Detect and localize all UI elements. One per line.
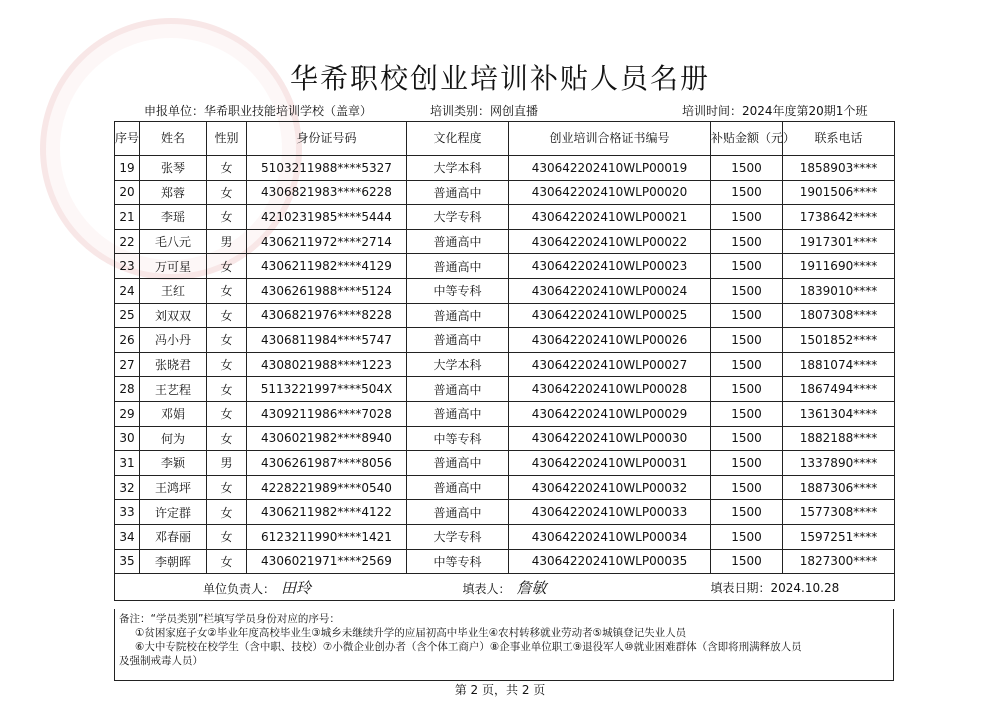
cell-edu: 普通高中 [407,254,509,279]
cell-name: 许定群 [140,500,207,525]
table-row [115,426,895,451]
cell-amount: 1500 [711,475,783,500]
cell-name: 王红 [140,278,207,303]
cell-amount: 1500 [711,328,783,353]
table-row [115,180,895,205]
cell-gender: 女 [207,205,247,230]
notes-line-4: 及强制戒毒人员） [119,655,203,667]
cell-name: 王鸿坪 [140,475,207,500]
cell-gender: 女 [207,180,247,205]
cell-cert: 430642202410WLP00026 [509,328,711,353]
page-footer: 第 2 页，共 2 页 [454,683,546,697]
cell-gender: 女 [207,549,247,574]
cell-edu: 普通高中 [407,328,509,353]
cell-phone: 1807308**** [783,303,895,328]
cell-edu: 普通高中 [407,229,509,254]
cell-cert: 430642202410WLP00033 [509,500,711,525]
cell-id: 4306821976****8228 [247,303,407,328]
cell-edu: 普通高中 [407,401,509,426]
cell-phone: 1887306**** [783,475,895,500]
cell-gender: 女 [207,377,247,402]
cell-amount: 1500 [711,451,783,476]
cell-cert: 430642202410WLP00024 [509,278,711,303]
cell-id: 4306211972****2714 [247,229,407,254]
unit-leader-cell [115,574,407,601]
header-phone: 联系电话 [783,122,895,156]
cell-no: 21 [115,205,140,230]
cell-edu: 中等专科 [407,426,509,451]
header-gender: 性别 [207,122,247,156]
cell-edu: 普通高中 [407,377,509,402]
applicant-unit: 申报单位：华希职业技能培训学校（盖章） [144,104,373,118]
cell-phone: 1738642**** [783,205,895,230]
cell-id: 4306211982****4129 [247,254,407,279]
fill-date: 填表日期：2024.10.28 [710,580,840,595]
cell-phone: 1827300**** [783,549,895,574]
cell-name: 李瑶 [140,205,207,230]
signature-row [115,574,895,601]
cell-no: 30 [115,426,140,451]
cell-name: 毛八元 [140,229,207,254]
cell-gender: 女 [207,500,247,525]
cell-no: 31 [115,451,140,476]
cell-amount: 1500 [711,500,783,525]
cell-name: 邓春丽 [140,524,207,549]
cell-gender: 女 [207,156,247,181]
cell-edu: 大学本科 [407,352,509,377]
cell-no: 22 [115,229,140,254]
cell-no: 26 [115,328,140,353]
cell-edu: 大学本科 [407,156,509,181]
header-id: 身份证号码 [247,122,407,156]
cell-no: 29 [115,401,140,426]
training-time: 培训时间：2024年度第20期1个班 [682,104,868,118]
table-row [115,475,895,500]
cell-no: 19 [115,156,140,181]
cell-phone: 1501852**** [783,328,895,353]
cell-amount: 1500 [711,524,783,549]
cell-edu: 普通高中 [407,500,509,525]
cell-gender: 女 [207,328,247,353]
cell-cert: 430642202410WLP00019 [509,156,711,181]
unit-leader-label: 单位负责人： [203,581,276,596]
cell-name: 邓娟 [140,401,207,426]
cell-no: 23 [115,254,140,279]
cell-no: 32 [115,475,140,500]
table-row [115,401,895,426]
cell-id: 4306811984****5747 [247,328,407,353]
cell-cert: 430642202410WLP00027 [509,352,711,377]
cell-id: 6123211990****1421 [247,524,407,549]
cell-name: 李颖 [140,451,207,476]
table-row [115,377,895,402]
header-amount: 补贴金额（元） [711,122,783,156]
cell-edu: 中等专科 [407,278,509,303]
notes-line-3: ⑥大中专院校在校学生（含中职、技校）⑦小微企业创办者（含个体工商户）⑧企事业单位职工⑨退役军人⑩就业困难群体（含即将刑满释放人员 [135,641,802,653]
cell-no: 33 [115,500,140,525]
cell-id: 4306211982****4122 [247,500,407,525]
cell-cert: 430642202410WLP00021 [509,205,711,230]
cell-id: 4210231985****5444 [247,205,407,230]
cell-amount: 1500 [711,426,783,451]
cell-id: 4306821983****6228 [247,180,407,205]
cell-id: 5113221997****504X [247,377,407,402]
cell-edu: 大学专科 [407,524,509,549]
roster-table [114,121,895,601]
table-row [115,156,895,181]
cell-amount: 1500 [711,229,783,254]
header-cert: 创业培训合格证书编号 [509,122,711,156]
cell-amount: 1500 [711,205,783,230]
header-education: 文化程度 [407,122,509,156]
cell-edu: 普通高中 [407,180,509,205]
cell-cert: 430642202410WLP00035 [509,549,711,574]
cell-gender: 女 [207,278,247,303]
cell-cert: 430642202410WLP00023 [509,254,711,279]
cell-phone: 1597251**** [783,524,895,549]
cell-gender: 男 [207,451,247,476]
cell-id: 4306261988****5124 [247,278,407,303]
cell-id: 4306021971****2569 [247,549,407,574]
cell-amount: 1500 [711,377,783,402]
cell-edu: 普通高中 [407,303,509,328]
cell-phone: 1858903**** [783,156,895,181]
cell-phone: 1911690**** [783,254,895,279]
training-type: 培训类别：网创直播 [430,104,539,118]
cell-gender: 女 [207,352,247,377]
cell-id: 4306261987****8056 [247,451,407,476]
cell-name: 张晓君 [140,352,207,377]
table-row [115,451,895,476]
cell-edu: 中等专科 [407,549,509,574]
unit-leader-signature: 田玲 [281,578,312,597]
cell-cert: 430642202410WLP00028 [509,377,711,402]
cell-amount: 1500 [711,254,783,279]
cell-gender: 女 [207,254,247,279]
cell-phone: 1361304**** [783,401,895,426]
cell-amount: 1500 [711,278,783,303]
table-row [115,205,895,230]
filler-cell [407,574,711,601]
page-title: 华希职校创业培训补贴人员名册 [289,62,710,95]
cell-id: 5103211988****5327 [247,156,407,181]
cell-amount: 1500 [711,156,783,181]
cell-id: 4306021982****8940 [247,426,407,451]
cell-cert: 430642202410WLP00029 [509,401,711,426]
table-row [115,254,895,279]
table-row [115,500,895,525]
filler-label: 填表人： [462,581,511,596]
cell-cert: 430642202410WLP00022 [509,229,711,254]
cell-no: 25 [115,303,140,328]
cell-name: 何为 [140,426,207,451]
cell-amount: 1500 [711,401,783,426]
table-row [115,328,895,353]
cell-id: 4228221989****0540 [247,475,407,500]
cell-no: 28 [115,377,140,402]
cell-id: 4308021988****1223 [247,352,407,377]
cell-no: 34 [115,524,140,549]
cell-phone: 1839010**** [783,278,895,303]
cell-gender: 女 [207,401,247,426]
cell-cert: 430642202410WLP00032 [509,475,711,500]
meta-line [144,102,894,120]
cell-name: 王艺程 [140,377,207,402]
filler-signature: 詹敏 [516,578,547,597]
cell-phone: 1881074**** [783,352,895,377]
cell-name: 张琴 [140,156,207,181]
table-row [115,229,895,254]
cell-name: 冯小丹 [140,328,207,353]
cell-phone: 1337890**** [783,451,895,476]
cell-cert: 430642202410WLP00020 [509,180,711,205]
cell-no: 27 [115,352,140,377]
cell-gender: 女 [207,426,247,451]
cell-phone: 1882188**** [783,426,895,451]
notes-line-2: ①贫困家庭子女②毕业年度高校毕业生③城乡未继续升学的应届初高中毕业生④农村转移就业劳动者⑤城镇登记失业人员 [135,627,687,639]
cell-phone: 1917301**** [783,229,895,254]
table-row [115,303,895,328]
cell-name: 李朝晖 [140,549,207,574]
cell-edu: 大学专科 [407,205,509,230]
notes-box [114,609,894,681]
cell-cert: 430642202410WLP00031 [509,451,711,476]
cell-no: 20 [115,180,140,205]
table-row [115,524,895,549]
cell-amount: 1500 [711,180,783,205]
notes-line-1: 备注：“学员类别”栏填写学员身份对应的序号： [119,613,340,625]
table-header-row [115,122,895,156]
cell-edu: 普通高中 [407,451,509,476]
cell-no: 35 [115,549,140,574]
fill-date-cell [711,574,895,601]
cell-cert: 430642202410WLP00034 [509,524,711,549]
cell-amount: 1500 [711,352,783,377]
cell-phone: 1901506**** [783,180,895,205]
cell-cert: 430642202410WLP00030 [509,426,711,451]
cell-phone: 1867494**** [783,377,895,402]
cell-id: 4309211986****7028 [247,401,407,426]
cell-edu: 普通高中 [407,475,509,500]
cell-gender: 女 [207,303,247,328]
header-name: 姓名 [140,122,207,156]
cell-name: 刘双双 [140,303,207,328]
header-no: 序号 [115,122,140,156]
cell-cert: 430642202410WLP00025 [509,303,711,328]
table-row [115,352,895,377]
cell-no: 24 [115,278,140,303]
table-row [115,278,895,303]
cell-phone: 1577308**** [783,500,895,525]
cell-amount: 1500 [711,303,783,328]
cell-name: 万可星 [140,254,207,279]
cell-name: 郑蓉 [140,180,207,205]
table-row [115,549,895,574]
cell-gender: 女 [207,524,247,549]
cell-gender: 女 [207,475,247,500]
cell-amount: 1500 [711,549,783,574]
cell-gender: 男 [207,229,247,254]
